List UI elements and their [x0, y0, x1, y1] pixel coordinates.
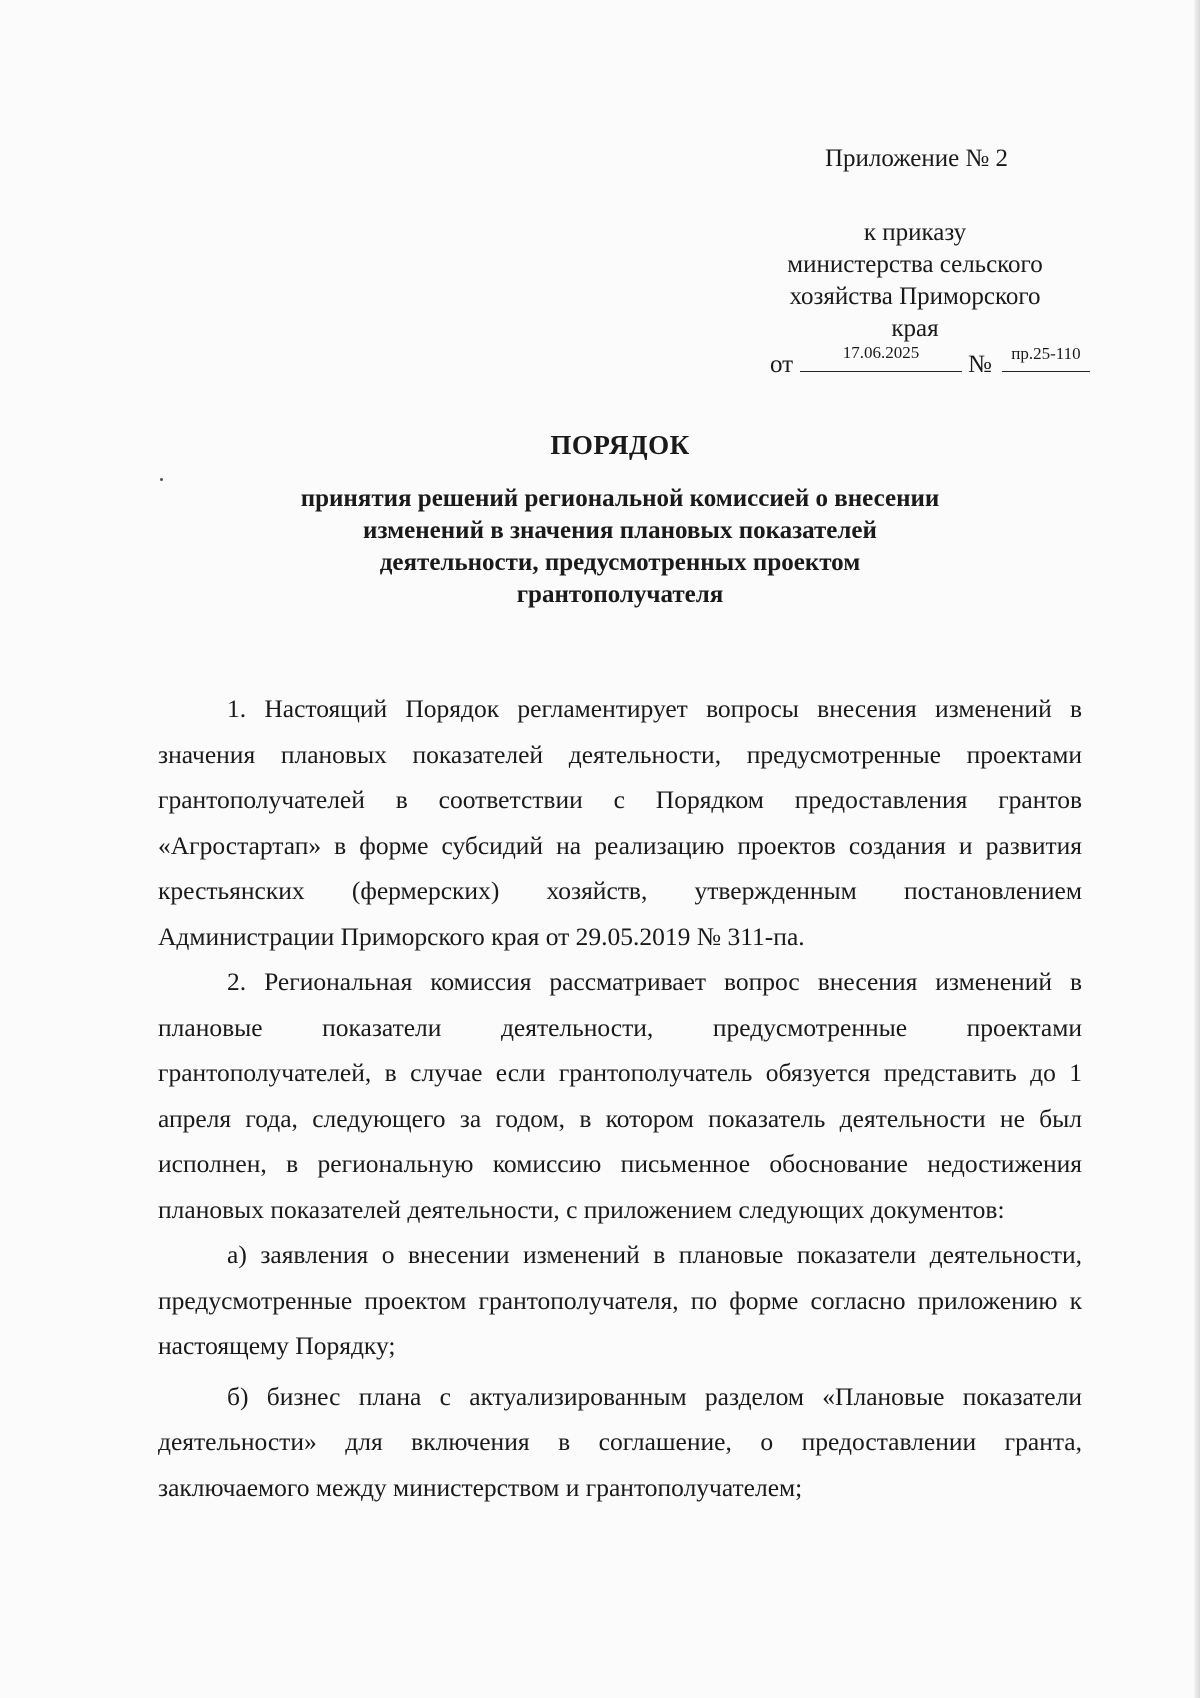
- paragraph-1: 1. Настоящий Порядок регламентирует вопросы внесения изменений в значения плановых показателей деятельности, предусмотренные проектами грантополучателей в соответствии с Порядком предоставления грантов «Агростартап» в форме субсидий на реализацию проектов создания и развития крестьянских (фермерских) хозяйств, утвержденным постановлением Администрации Приморского края от 29.05.2019 № 311-па.: [158, 694, 1082, 951]
- order-line: хозяйства Приморского: [789, 283, 1041, 310]
- page-edge-shadow: [1194, 0, 1200, 1698]
- paragraph-2: 2. Региональная комиссия рассматривает вопрос внесения изменений в плановые показатели деятельности, предусмотренные проектами грантополучателей, в случае если грантополучатель обязуется представить до 1 апреля года, следующего за годом, в котором показатель деятельности не был исполнен, в региональную комиссию письменное обоснование недостижения плановых показателей деятельности, с приложением следующих документов:: [158, 967, 1082, 1224]
- order-reference: [770, 217, 1060, 345]
- subtitle-line: деятельности, предусмотренных проектом: [379, 549, 861, 576]
- scan-speck: [160, 478, 163, 481]
- subtitle-line: принятия решений региональной комиссией о внесении: [300, 485, 940, 512]
- subtitle-line: грантополучателя: [516, 581, 724, 608]
- appendix-number: Приложение № 2: [825, 145, 1009, 172]
- number-prefix: №: [968, 351, 992, 378]
- order-number: пр.25-110: [1002, 341, 1090, 372]
- subtitle-line: изменений в значения плановых показателей: [363, 517, 877, 544]
- paragraph-2b: б) бизнес плана с актуализированным разделом «Плановые показатели деятельности» для включения в соглашение, о предоставлении гранта, заключаемого между министерством и грантополучателем;: [158, 1381, 1082, 1502]
- document-body: [158, 686, 1082, 1510]
- order-line: к приказу: [863, 219, 967, 246]
- order-line: министерства сельского: [787, 251, 1043, 278]
- order-line: края: [891, 315, 939, 342]
- date-prefix: от: [770, 351, 794, 378]
- document-subtitle: [250, 483, 990, 611]
- order-date: 17.06.2025: [800, 341, 962, 372]
- paragraph-2a: а) заявления о внесении изменений в плановые показатели деятельности, предусмотренные проектом грантополучателя, по форме согласно приложению к настоящему Порядку;: [158, 1240, 1082, 1360]
- document-title: ПОРЯДОК: [550, 430, 690, 460]
- order-date-number-line: [770, 341, 1090, 381]
